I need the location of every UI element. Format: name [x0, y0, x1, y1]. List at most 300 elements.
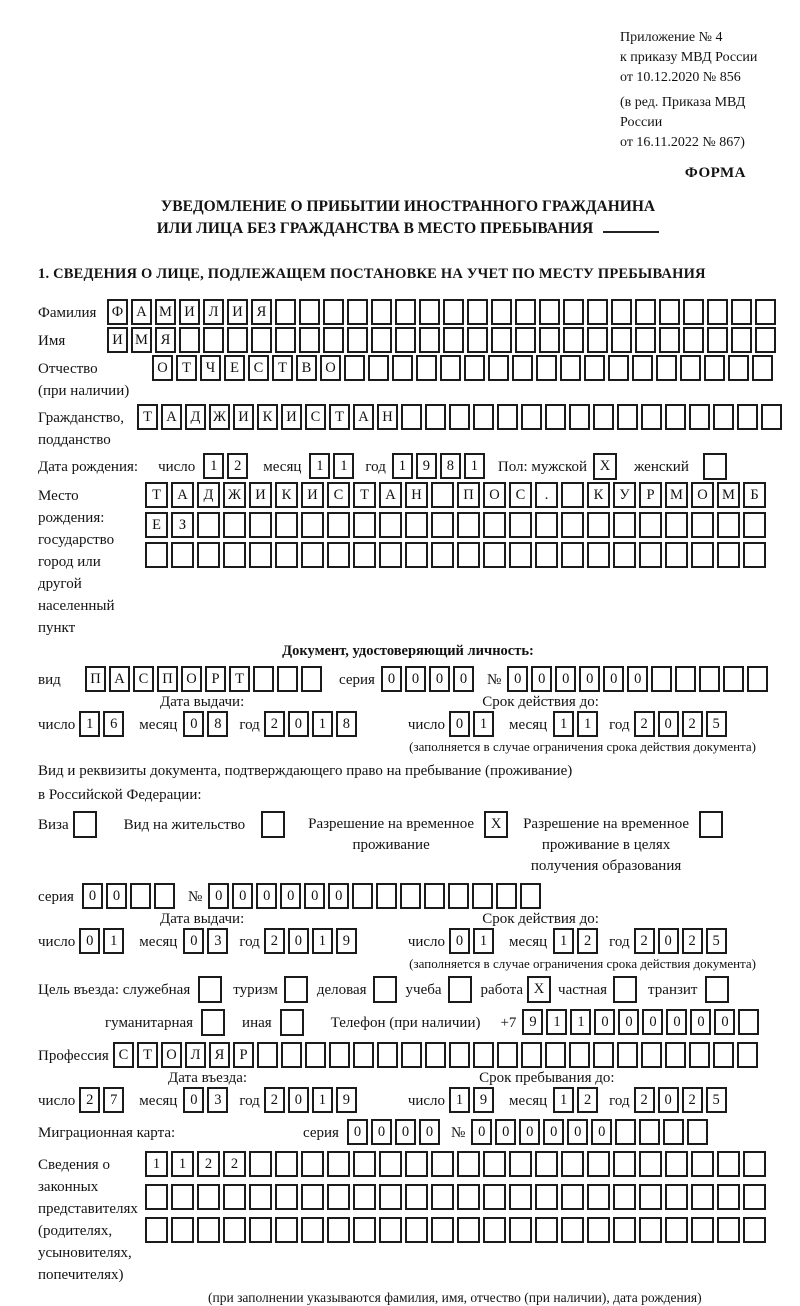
char-cell[interactable]	[665, 1042, 686, 1068]
char-cell[interactable]: 0	[288, 1087, 309, 1113]
char-cell[interactable]: 0	[666, 1009, 687, 1035]
char-cell[interactable]	[659, 327, 680, 353]
char-cell[interactable]	[457, 1184, 480, 1210]
char-cell[interactable]	[145, 1184, 168, 1210]
char-cell[interactable]	[731, 299, 752, 325]
char-cell[interactable]	[689, 404, 710, 430]
char-cell[interactable]	[615, 1119, 636, 1145]
char-cell[interactable]	[755, 299, 776, 325]
char-cell[interactable]: Ф	[107, 299, 128, 325]
char-cell[interactable]: 0	[328, 883, 349, 909]
char-cell[interactable]: Д	[185, 404, 206, 430]
char-cell[interactable]: А	[161, 404, 182, 430]
char-cell[interactable]	[707, 299, 728, 325]
char-cell[interactable]	[431, 1151, 454, 1177]
char-cell[interactable]	[656, 355, 677, 381]
char-cell[interactable]	[223, 512, 246, 538]
char-cell[interactable]: X	[593, 453, 617, 480]
char-cell[interactable]: А	[353, 404, 374, 430]
char-cell[interactable]: 9	[336, 928, 357, 954]
char-cell[interactable]	[535, 1217, 558, 1243]
char-cell[interactable]	[509, 542, 532, 568]
char-cell[interactable]: 2	[79, 1087, 100, 1113]
char-cell[interactable]	[154, 883, 175, 909]
char-cell[interactable]: 2	[264, 1087, 285, 1113]
char-cell[interactable]	[713, 1042, 734, 1068]
char-cell[interactable]	[277, 666, 298, 692]
char-cell[interactable]	[521, 1042, 542, 1068]
char-cell[interactable]	[371, 327, 392, 353]
char-cell[interactable]: О	[181, 666, 202, 692]
char-cell[interactable]	[352, 883, 373, 909]
char-cell[interactable]: 2	[682, 1087, 703, 1113]
char-cell[interactable]	[467, 299, 488, 325]
char-cell[interactable]	[665, 1184, 688, 1210]
char-cell[interactable]: 0	[579, 666, 600, 692]
char-cell[interactable]: С	[113, 1042, 134, 1068]
char-cell[interactable]	[171, 1184, 194, 1210]
char-cell[interactable]	[249, 1217, 272, 1243]
char-cell[interactable]: 1	[309, 453, 330, 479]
char-cell[interactable]	[587, 327, 608, 353]
char-cell[interactable]	[747, 666, 768, 692]
char-cell[interactable]: 1	[103, 928, 124, 954]
char-cell[interactable]	[483, 1184, 506, 1210]
char-cell[interactable]: 2	[264, 711, 285, 737]
char-cell[interactable]	[608, 355, 629, 381]
char-cell[interactable]	[569, 1042, 590, 1068]
char-cell[interactable]: А	[171, 482, 194, 508]
char-cell[interactable]: Я	[251, 299, 272, 325]
char-cell[interactable]: 2	[197, 1151, 220, 1177]
char-cell[interactable]	[687, 1119, 708, 1145]
char-cell[interactable]	[491, 327, 512, 353]
char-cell[interactable]: 5	[706, 928, 727, 954]
char-cell[interactable]	[752, 355, 773, 381]
char-cell[interactable]	[379, 1184, 402, 1210]
char-cell[interactable]: И	[107, 327, 128, 353]
char-cell[interactable]	[593, 404, 614, 430]
char-cell[interactable]: 1	[570, 1009, 591, 1035]
char-cell[interactable]	[401, 1042, 422, 1068]
char-cell[interactable]	[563, 327, 584, 353]
char-cell[interactable]	[275, 1184, 298, 1210]
char-cell[interactable]	[665, 1151, 688, 1177]
char-cell[interactable]: 9	[473, 1087, 494, 1113]
char-cell[interactable]	[483, 512, 506, 538]
char-cell[interactable]: Н	[405, 482, 428, 508]
char-cell[interactable]	[275, 327, 296, 353]
char-cell[interactable]	[284, 976, 308, 1003]
char-cell[interactable]	[327, 512, 350, 538]
char-cell[interactable]	[717, 1217, 740, 1243]
char-cell[interactable]	[641, 404, 662, 430]
char-cell[interactable]	[379, 512, 402, 538]
char-cell[interactable]	[639, 1184, 662, 1210]
char-cell[interactable]: К	[257, 404, 278, 430]
char-cell[interactable]	[723, 666, 744, 692]
char-cell[interactable]	[539, 299, 560, 325]
char-cell[interactable]	[249, 542, 272, 568]
char-cell[interactable]: 2	[634, 711, 655, 737]
char-cell[interactable]	[707, 327, 728, 353]
char-cell[interactable]: И	[233, 404, 254, 430]
char-cell[interactable]	[443, 299, 464, 325]
char-cell[interactable]: О	[152, 355, 173, 381]
char-cell[interactable]	[419, 299, 440, 325]
char-cell[interactable]	[347, 299, 368, 325]
char-cell[interactable]: П	[157, 666, 178, 692]
char-cell[interactable]	[680, 355, 701, 381]
char-cell[interactable]: Ч	[200, 355, 221, 381]
char-cell[interactable]: 0	[618, 1009, 639, 1035]
char-cell[interactable]: 0	[381, 666, 402, 692]
char-cell[interactable]: С	[133, 666, 154, 692]
char-cell[interactable]: 2	[264, 928, 285, 954]
char-cell[interactable]	[713, 404, 734, 430]
char-cell[interactable]: 5	[706, 711, 727, 737]
char-cell[interactable]: В	[296, 355, 317, 381]
char-cell[interactable]	[587, 1217, 610, 1243]
char-cell[interactable]	[353, 512, 376, 538]
char-cell[interactable]	[464, 355, 485, 381]
char-cell[interactable]: 2	[682, 928, 703, 954]
char-cell[interactable]: Е	[224, 355, 245, 381]
char-cell[interactable]	[613, 976, 637, 1003]
char-cell[interactable]: Р	[233, 1042, 254, 1068]
char-cell[interactable]	[457, 542, 480, 568]
char-cell[interactable]	[509, 512, 532, 538]
char-cell[interactable]	[731, 327, 752, 353]
char-cell[interactable]	[395, 299, 416, 325]
char-cell[interactable]: Т	[137, 1042, 158, 1068]
char-cell[interactable]: 1	[464, 453, 485, 479]
char-cell[interactable]	[699, 666, 720, 692]
char-cell[interactable]	[449, 404, 470, 430]
char-cell[interactable]	[520, 883, 541, 909]
char-cell[interactable]	[347, 327, 368, 353]
char-cell[interactable]: О	[483, 482, 506, 508]
char-cell[interactable]: П	[85, 666, 106, 692]
char-cell[interactable]: 2	[577, 928, 598, 954]
char-cell[interactable]: 2	[227, 453, 248, 479]
char-cell[interactable]: 0	[591, 1119, 612, 1145]
char-cell[interactable]	[201, 1009, 225, 1036]
char-cell[interactable]: Т	[329, 404, 350, 430]
char-cell[interactable]: М	[131, 327, 152, 353]
char-cell[interactable]	[249, 512, 272, 538]
char-cell[interactable]	[323, 327, 344, 353]
char-cell[interactable]	[198, 976, 222, 1003]
char-cell[interactable]	[145, 1217, 168, 1243]
char-cell[interactable]	[587, 299, 608, 325]
char-cell[interactable]	[683, 299, 704, 325]
char-cell[interactable]: 1	[333, 453, 354, 479]
char-cell[interactable]	[448, 883, 469, 909]
char-cell[interactable]	[377, 1042, 398, 1068]
char-cell[interactable]	[443, 327, 464, 353]
char-cell[interactable]: И	[249, 482, 272, 508]
char-cell[interactable]: Р	[205, 666, 226, 692]
char-cell[interactable]	[587, 1184, 610, 1210]
char-cell[interactable]	[613, 1184, 636, 1210]
char-cell[interactable]: 2	[577, 1087, 598, 1113]
char-cell[interactable]	[632, 355, 653, 381]
char-cell[interactable]: 0	[449, 928, 470, 954]
char-cell[interactable]	[639, 512, 662, 538]
char-cell[interactable]: Т	[137, 404, 158, 430]
char-cell[interactable]: X	[484, 811, 508, 838]
char-cell[interactable]	[611, 327, 632, 353]
char-cell[interactable]	[561, 1151, 584, 1177]
char-cell[interactable]	[545, 1042, 566, 1068]
char-cell[interactable]: 0	[304, 883, 325, 909]
char-cell[interactable]: 0	[256, 883, 277, 909]
char-cell[interactable]	[584, 355, 605, 381]
char-cell[interactable]	[717, 1184, 740, 1210]
char-cell[interactable]	[457, 512, 480, 538]
char-cell[interactable]	[405, 1184, 428, 1210]
char-cell[interactable]	[691, 1151, 714, 1177]
char-cell[interactable]	[691, 1217, 714, 1243]
char-cell[interactable]: Ж	[223, 482, 246, 508]
char-cell[interactable]	[509, 1217, 532, 1243]
char-cell[interactable]: 6	[103, 711, 124, 737]
char-cell[interactable]: У	[613, 482, 636, 508]
char-cell[interactable]: 0	[288, 928, 309, 954]
char-cell[interactable]	[737, 404, 758, 430]
char-cell[interactable]: Б	[743, 482, 766, 508]
char-cell[interactable]: С	[327, 482, 350, 508]
char-cell[interactable]	[509, 1184, 532, 1210]
char-cell[interactable]: 0	[419, 1119, 440, 1145]
char-cell[interactable]: .	[535, 482, 558, 508]
char-cell[interactable]	[253, 666, 274, 692]
char-cell[interactable]	[379, 1151, 402, 1177]
char-cell[interactable]	[327, 1184, 350, 1210]
char-cell[interactable]: 1	[473, 928, 494, 954]
char-cell[interactable]	[379, 542, 402, 568]
char-cell[interactable]	[197, 1217, 220, 1243]
char-cell[interactable]	[691, 542, 714, 568]
char-cell[interactable]	[419, 327, 440, 353]
char-cell[interactable]: И	[227, 299, 248, 325]
char-cell[interactable]: 1	[145, 1151, 168, 1177]
char-cell[interactable]: 1	[553, 711, 574, 737]
char-cell[interactable]	[301, 666, 322, 692]
char-cell[interactable]	[587, 1151, 610, 1177]
char-cell[interactable]	[509, 1151, 532, 1177]
char-cell[interactable]	[483, 1151, 506, 1177]
char-cell[interactable]	[197, 1184, 220, 1210]
char-cell[interactable]: 1	[171, 1151, 194, 1177]
char-cell[interactable]	[665, 404, 686, 430]
char-cell[interactable]	[761, 404, 782, 430]
char-cell[interactable]	[457, 1217, 480, 1243]
char-cell[interactable]: О	[691, 482, 714, 508]
char-cell[interactable]	[613, 1217, 636, 1243]
char-cell[interactable]	[665, 1217, 688, 1243]
char-cell[interactable]	[425, 404, 446, 430]
char-cell[interactable]	[405, 1217, 428, 1243]
char-cell[interactable]	[491, 299, 512, 325]
char-cell[interactable]: 0	[495, 1119, 516, 1145]
char-cell[interactable]: 1	[449, 1087, 470, 1113]
char-cell[interactable]: И	[281, 404, 302, 430]
char-cell[interactable]	[431, 1217, 454, 1243]
char-cell[interactable]	[497, 1042, 518, 1068]
char-cell[interactable]: Я	[155, 327, 176, 353]
char-cell[interactable]	[431, 1184, 454, 1210]
char-cell[interactable]	[704, 355, 725, 381]
char-cell[interactable]	[561, 482, 584, 508]
char-cell[interactable]: 0	[453, 666, 474, 692]
char-cell[interactable]	[561, 542, 584, 568]
char-cell[interactable]: 0	[714, 1009, 735, 1035]
char-cell[interactable]	[344, 355, 365, 381]
char-cell[interactable]	[301, 1151, 324, 1177]
char-cell[interactable]	[675, 666, 696, 692]
char-cell[interactable]	[416, 355, 437, 381]
char-cell[interactable]	[275, 299, 296, 325]
char-cell[interactable]: 0	[208, 883, 229, 909]
char-cell[interactable]: 0	[567, 1119, 588, 1145]
char-cell[interactable]: М	[155, 299, 176, 325]
char-cell[interactable]	[281, 1042, 302, 1068]
char-cell[interactable]	[488, 355, 509, 381]
char-cell[interactable]	[691, 1184, 714, 1210]
char-cell[interactable]: А	[131, 299, 152, 325]
char-cell[interactable]	[371, 299, 392, 325]
char-cell[interactable]	[737, 1042, 758, 1068]
char-cell[interactable]	[639, 1119, 660, 1145]
char-cell[interactable]	[483, 1217, 506, 1243]
char-cell[interactable]	[327, 542, 350, 568]
char-cell[interactable]	[431, 482, 454, 508]
char-cell[interactable]	[561, 1217, 584, 1243]
char-cell[interactable]	[401, 404, 422, 430]
char-cell[interactable]	[405, 542, 428, 568]
char-cell[interactable]	[368, 355, 389, 381]
char-cell[interactable]	[535, 1184, 558, 1210]
char-cell[interactable]	[613, 542, 636, 568]
char-cell[interactable]	[515, 327, 536, 353]
char-cell[interactable]: 0	[183, 711, 204, 737]
char-cell[interactable]: Т	[353, 482, 376, 508]
char-cell[interactable]	[639, 1217, 662, 1243]
char-cell[interactable]	[223, 1217, 246, 1243]
char-cell[interactable]	[299, 327, 320, 353]
char-cell[interactable]	[275, 1217, 298, 1243]
char-cell[interactable]	[587, 512, 610, 538]
char-cell[interactable]	[400, 883, 421, 909]
char-cell[interactable]	[743, 1151, 766, 1177]
char-cell[interactable]	[593, 1042, 614, 1068]
char-cell[interactable]: Е	[145, 512, 168, 538]
char-cell[interactable]	[743, 1217, 766, 1243]
char-cell[interactable]	[497, 404, 518, 430]
char-cell[interactable]	[665, 512, 688, 538]
char-cell[interactable]	[545, 404, 566, 430]
char-cell[interactable]: 0	[371, 1119, 392, 1145]
char-cell[interactable]	[353, 1151, 376, 1177]
char-cell[interactable]	[617, 1042, 638, 1068]
char-cell[interactable]	[405, 1151, 428, 1177]
char-cell[interactable]	[536, 355, 557, 381]
char-cell[interactable]	[743, 1184, 766, 1210]
char-cell[interactable]	[323, 299, 344, 325]
char-cell[interactable]: 0	[82, 883, 103, 909]
char-cell[interactable]	[691, 512, 714, 538]
char-cell[interactable]	[563, 299, 584, 325]
char-cell[interactable]	[379, 1217, 402, 1243]
char-cell[interactable]: 0	[603, 666, 624, 692]
char-cell[interactable]: 1	[312, 1087, 333, 1113]
char-cell[interactable]	[457, 1151, 480, 1177]
char-cell[interactable]: 0	[690, 1009, 711, 1035]
char-cell[interactable]: Н	[377, 404, 398, 430]
char-cell[interactable]: 0	[658, 1087, 679, 1113]
char-cell[interactable]	[353, 542, 376, 568]
char-cell[interactable]	[405, 512, 428, 538]
char-cell[interactable]: 0	[543, 1119, 564, 1145]
char-cell[interactable]: 1	[577, 711, 598, 737]
char-cell[interactable]	[613, 1151, 636, 1177]
char-cell[interactable]	[275, 1151, 298, 1177]
char-cell[interactable]: Л	[185, 1042, 206, 1068]
char-cell[interactable]: К	[275, 482, 298, 508]
char-cell[interactable]	[223, 542, 246, 568]
char-cell[interactable]: Р	[639, 482, 662, 508]
char-cell[interactable]: 0	[405, 666, 426, 692]
char-cell[interactable]	[395, 327, 416, 353]
char-cell[interactable]: С	[305, 404, 326, 430]
char-cell[interactable]: 5	[706, 1087, 727, 1113]
char-cell[interactable]: А	[109, 666, 130, 692]
char-cell[interactable]	[483, 542, 506, 568]
char-cell[interactable]: 0	[232, 883, 253, 909]
char-cell[interactable]	[353, 1042, 374, 1068]
char-cell[interactable]: 9	[336, 1087, 357, 1113]
char-cell[interactable]	[635, 299, 656, 325]
char-cell[interactable]	[699, 811, 723, 838]
char-cell[interactable]	[535, 512, 558, 538]
char-cell[interactable]	[515, 299, 536, 325]
char-cell[interactable]: И	[179, 299, 200, 325]
char-cell[interactable]	[329, 1042, 350, 1068]
char-cell[interactable]	[689, 1042, 710, 1068]
char-cell[interactable]	[179, 327, 200, 353]
char-cell[interactable]: 2	[223, 1151, 246, 1177]
char-cell[interactable]	[251, 327, 272, 353]
char-cell[interactable]	[496, 883, 517, 909]
char-cell[interactable]	[424, 883, 445, 909]
char-cell[interactable]	[431, 512, 454, 538]
char-cell[interactable]	[203, 327, 224, 353]
char-cell[interactable]: Ж	[209, 404, 230, 430]
char-cell[interactable]: П	[457, 482, 480, 508]
char-cell[interactable]: 2	[682, 711, 703, 737]
char-cell[interactable]	[512, 355, 533, 381]
char-cell[interactable]	[473, 1042, 494, 1068]
char-cell[interactable]	[665, 542, 688, 568]
char-cell[interactable]: А	[379, 482, 402, 508]
char-cell[interactable]	[448, 976, 472, 1003]
char-cell[interactable]: 7	[103, 1087, 124, 1113]
char-cell[interactable]	[373, 976, 397, 1003]
char-cell[interactable]	[561, 512, 584, 538]
char-cell[interactable]	[353, 1217, 376, 1243]
